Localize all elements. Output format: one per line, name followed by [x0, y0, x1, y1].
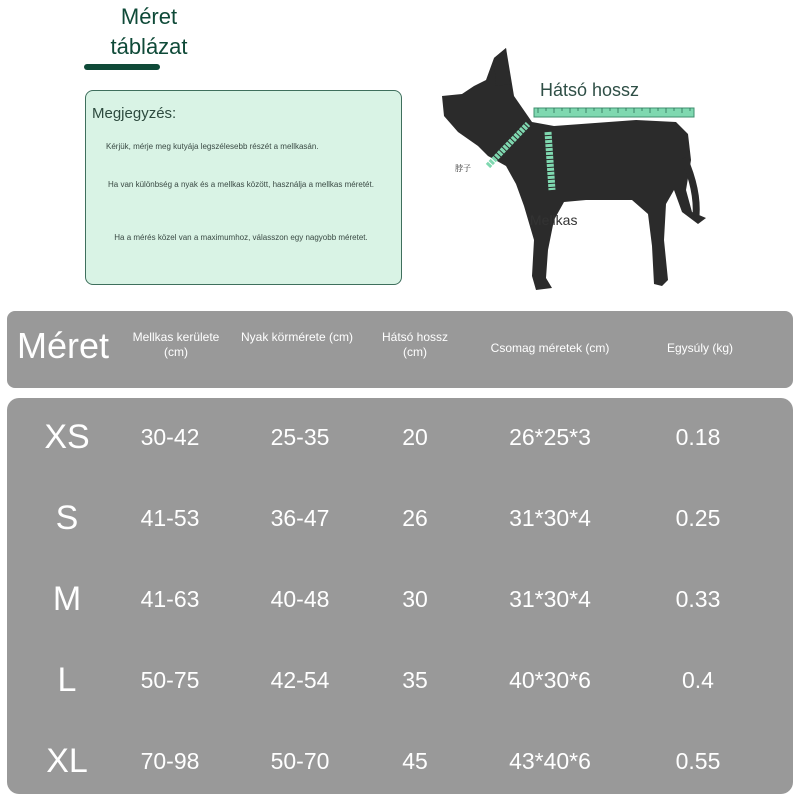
cell-back-length: 26 [402, 505, 428, 531]
cell-package: 26*25*3 [509, 424, 591, 450]
cell-chest: 30-42 [140, 424, 200, 450]
note-line-2: Ha van különbség a nyak és a mellkas között, használja a mellkas méretét. [108, 180, 374, 189]
cell-back-length: 30 [402, 586, 428, 612]
table-row [0, 569, 800, 629]
cell-weight: 0.55 [675, 748, 721, 774]
title-underline [84, 64, 160, 70]
cell-chest: 41-53 [140, 505, 200, 531]
cell-neck: 36-47 [270, 505, 330, 531]
chest-label: Mellkas [530, 212, 578, 228]
header-back-length: Hátsó hossz (cm) [381, 330, 449, 359]
cell-neck: 25-35 [270, 424, 330, 450]
note-box [85, 90, 402, 285]
cell-weight: 0.4 [682, 667, 714, 693]
title-line-1: Méret [120, 4, 178, 29]
header-weight: Egysúly (kg) [666, 341, 734, 355]
page-title [84, 2, 214, 62]
cell-chest: 41-63 [140, 586, 200, 612]
table-row [0, 407, 800, 467]
title-line-2: táblázat [110, 34, 188, 59]
cell-size: S [55, 499, 79, 537]
cell-package: 43*40*6 [509, 748, 591, 774]
cell-size: L [57, 661, 77, 699]
cell-weight: 0.33 [675, 586, 721, 612]
table-row [0, 731, 800, 791]
cell-chest: 50-75 [140, 667, 200, 693]
header-package: Csomag méretek (cm) [490, 341, 610, 355]
cell-back-length: 20 [402, 424, 428, 450]
neck-label: 脖子 [455, 164, 471, 173]
cell-neck: 50-70 [270, 748, 330, 774]
dog-silhouette-diagram [436, 40, 716, 300]
cell-neck: 40-48 [270, 586, 330, 612]
cell-size: XS [44, 418, 90, 456]
cell-package: 31*30*4 [509, 505, 591, 531]
size-header: Méret [17, 325, 110, 366]
cell-weight: 0.25 [675, 505, 721, 531]
cell-back-length: 45 [402, 748, 428, 774]
back-length-label: Hátsó hossz [540, 80, 640, 100]
table-row [0, 488, 800, 548]
cell-weight: 0.18 [675, 424, 721, 450]
cell-back-length: 35 [402, 667, 428, 693]
header-chest: Mellkas kerülete (cm) [132, 330, 220, 359]
dog-ear [494, 48, 510, 86]
table-row [0, 650, 800, 710]
cell-neck: 42-54 [270, 667, 330, 693]
harness-chest-strap [548, 132, 552, 190]
header-neck: Nyak körmérete (cm) [240, 330, 353, 344]
cell-size: XL [46, 742, 88, 780]
back-length-ruler [534, 108, 694, 117]
cell-package: 31*30*4 [509, 586, 591, 612]
cell-package: 40*30*6 [509, 667, 591, 693]
note-heading: Megjegyzés: [92, 105, 177, 122]
cell-size: M [52, 580, 82, 618]
note-line-3: Ha a mérés közel van a maximumhoz, válasszon egy nagyobb méretet. [114, 233, 368, 242]
note-line-1: Kérjük, mérje meg kutyája legszélesebb részét a mellkasán. [106, 142, 319, 151]
cell-chest: 70-98 [140, 748, 200, 774]
